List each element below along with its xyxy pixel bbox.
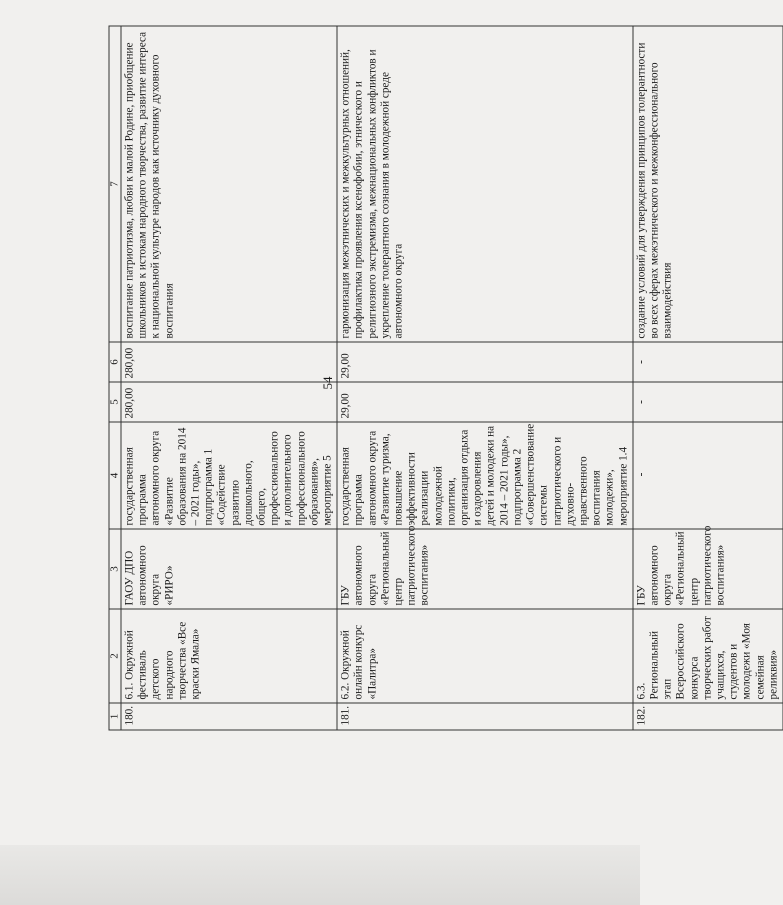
table-row [121, 26, 337, 730]
funding-program: государственная программа автономного округа «Развитие образования на 2014 – 2021 годы», подпрограмма 1 «Содействие развитию дошкольного, общего, профессионального и дополнительного профессионального образования», мероприятие 5 [121, 422, 337, 529]
event-name: 6.3. Региональный этап Всероссийского конкурса творческих работ учащихся, студентов и молодежи «Моя семейная реликвия» [633, 609, 783, 703]
amount-col5: 29,00 [337, 382, 632, 422]
header-cell: 1 [109, 703, 121, 730]
executor: ГБУ автономного округа «Региональный центр патриотического воспитания» [337, 529, 632, 609]
table-row [633, 26, 783, 730]
executor: ГАОУ ДПО автономного округа «РИРО» [121, 529, 337, 609]
table-row [337, 26, 632, 730]
header-cell: 7 [109, 26, 121, 342]
amount-col6: 29,00 [337, 342, 632, 382]
table-header-row [109, 26, 121, 730]
expected-result: воспитание патриотизма, любви к малой Родине, приобщение школьников к истокам народного творчества, развитие интереса к национальной культуре народов как источнику духовного воспитания [121, 26, 337, 342]
page-number: 54 [320, 376, 335, 390]
scan-bottom-edge [0, 845, 640, 905]
event-name: 6.2. Окружной онлайн конкурс «Палитра» [337, 609, 632, 703]
header-cell: 5 [109, 382, 121, 422]
executor: ГБУ автономного округа «Региональный центр патриотического воспитания» [633, 529, 783, 609]
funding-program: - [633, 422, 783, 529]
header-cell: 6 [109, 342, 121, 382]
expected-result: создание условий для утверждения принципов толерантности во всех сферах межэтнического и межконфессионального взаимодействия [633, 26, 783, 342]
amount-col6: 280,00 [121, 342, 337, 382]
events-table [108, 26, 780, 731]
amount-col5: - [633, 382, 783, 422]
row-number: 182. [633, 703, 783, 730]
expected-result: гармонизация межэтнических и межкультурных отношений, профилактика проявления ксенофобии, этнического и религиозного экстремизма, межнациональных конфликтов и укрепление толерантного сознания в молодежной среде автономного округа [337, 26, 632, 342]
header-cell: 4 [109, 422, 121, 529]
header-cell: 3 [109, 529, 121, 609]
row-number: 181. [337, 703, 632, 730]
header-cell: 2 [109, 609, 121, 703]
funding-program: государственная программа автономного округа «Развитие туризма, повышение эффективности реализации молодежной политики, организация отдыха и оздоровления детей и молодежи на 2014 – 2021 годы», подпрограмма 2 «Совершенствование системы патриотического и духовно-нравственного воспитания молодежи», мероприятие 1.4 [337, 422, 632, 529]
amount-col5: 280,00 [121, 382, 337, 422]
event-name: 6.1. Окружной фестиваль детского народного творчества «Все краски Ямала» [121, 609, 337, 703]
row-number: 180. [121, 703, 337, 730]
amount-col6: - [633, 342, 783, 382]
